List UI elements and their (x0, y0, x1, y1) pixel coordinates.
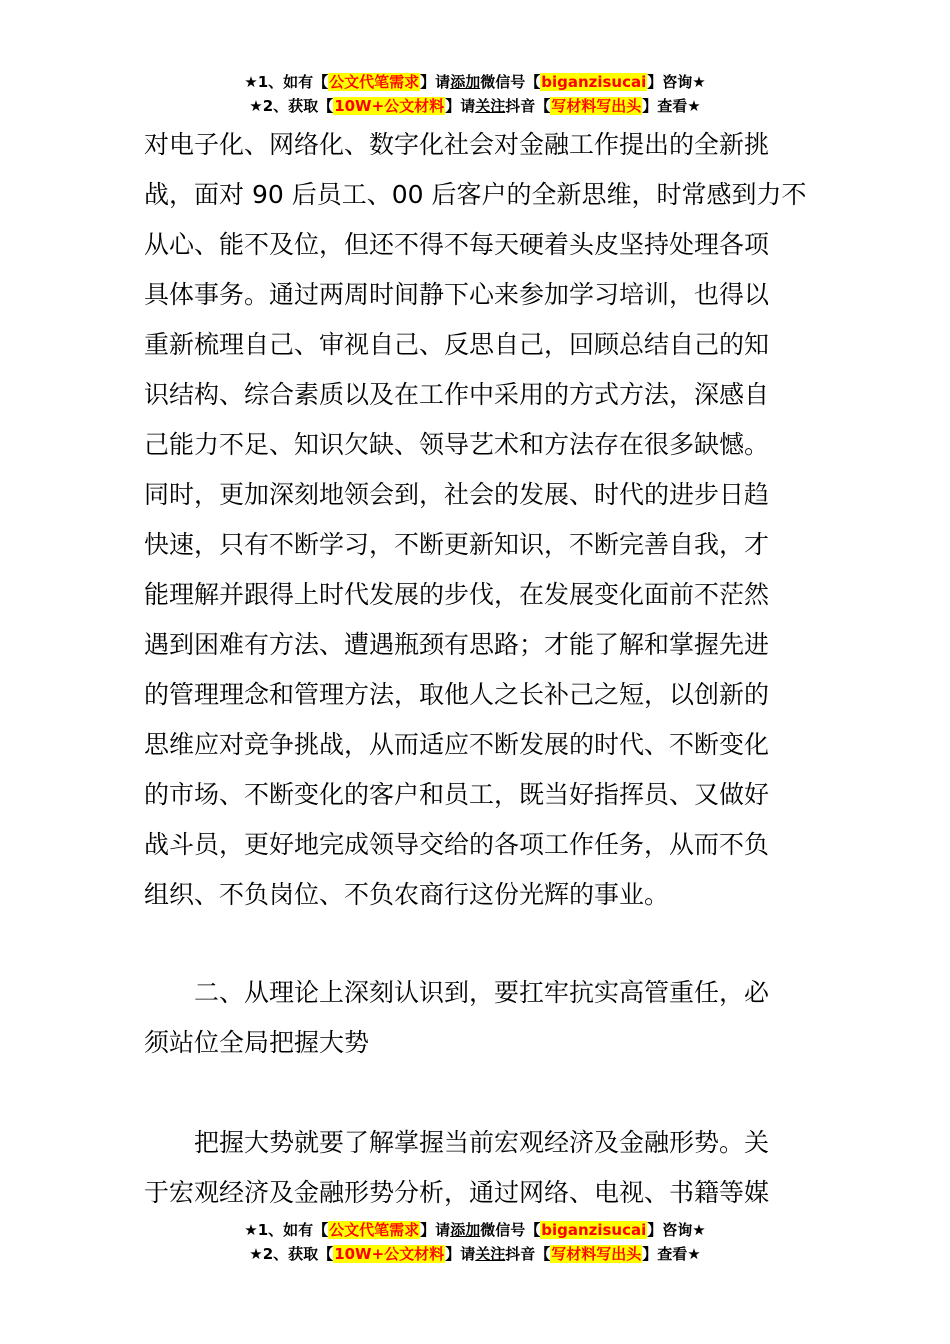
text-line: 战斗员，更好地完成领导交给的各项工作任务，从而不负 (144, 830, 770, 859)
highlight-materials: 10W+公文材料 (334, 97, 445, 115)
text-line: 识结构、综合素质以及在工作中采用的方式方法，深感自 (144, 380, 770, 409)
text-line: 的市场、不断变化的客户和员工，既当好指挥员、又做好 (144, 780, 770, 809)
text-line: 把握大势就要了解掌握当前宏观经济及金融形势。关 (194, 1128, 770, 1157)
highlight-douyin: 写材料写出头 (551, 97, 642, 115)
text-line: 己能力不足、知识欠缺、领导艺术和方法存在很多缺憾。 (144, 430, 770, 459)
section-heading (144, 968, 806, 1068)
banner-line-1: ★1、如有【公文代笔需求】请添加微信号【biganzisucai】咨询★ (244, 73, 706, 91)
paragraph (144, 1118, 806, 1218)
text-line: 同时，更加深刻地领会到，社会的发展、时代的进步日趋 (144, 480, 770, 509)
text-line: 遇到困难有方法、遭遇瓶颈有思路；才能了解和掌握先进 (144, 630, 770, 659)
text-line: 快速，只有不断学习，不断更新知识，不断完善自我，才 (144, 530, 770, 559)
text-line: 组织、不负岗位、不负农商行这份光辉的事业。 (144, 880, 670, 909)
text-line: 具体事务。通过两周时间静下心来参加学习培训，也得以 (144, 280, 770, 309)
text-line: 能理解并跟得上时代发展的步伐，在发展变化面前不茫然 (144, 580, 770, 609)
banner-line-1: ★1、如有【公文代笔需求】请添加微信号【biganzisucai】咨询★ (244, 1221, 706, 1239)
highlight-service: 公文代笔需求 (329, 73, 420, 91)
top-banner (0, 70, 950, 118)
banner-line-2: ★2、获取【10W+公文材料】请关注抖音【写材料写出头】查看★ (249, 97, 701, 115)
highlight-materials: 10W+公文材料 (334, 1245, 445, 1263)
heading-line: 二、从理论上深刻认识到，要扛牢抗实高管重任，必 (194, 978, 770, 1007)
text-line: 的管理理念和管理方法，取他人之长补己之短，以创新的 (144, 680, 770, 709)
text-line: 于宏观经济及金融形势分析，通过网络、电视、书籍等媒 (144, 1178, 770, 1207)
highlight-service: 公文代笔需求 (329, 1221, 420, 1239)
text-line: 对电子化、网络化、数字化社会对金融工作提出的全新挑 (144, 130, 770, 159)
text-line: 重新梳理自己、审视自己、反思自己，回顾总结自己的知 (144, 330, 770, 359)
banner-line-2: ★2、获取【10W+公文材料】请关注抖音【写材料写出头】查看★ (249, 1245, 701, 1263)
paragraph-continuation (144, 120, 806, 920)
text-line: 从心、能不及位，但还不得不每天硬着头皮坚持处理各项 (144, 230, 770, 259)
heading-line: 须站位全局把握大势 (144, 1028, 370, 1057)
text-line: 战，面对 90 后员工、00 后客户的全新思维，时常感到力不 (144, 180, 807, 209)
highlight-wechat-id: biganzisucai (541, 73, 647, 91)
highlight-douyin: 写材料写出头 (551, 1245, 642, 1263)
highlight-wechat-id: biganzisucai (541, 1221, 647, 1239)
text-line: 思维应对竞争挑战，从而适应不断发展的时代、不断变化 (144, 730, 770, 759)
bottom-banner (0, 1218, 950, 1266)
